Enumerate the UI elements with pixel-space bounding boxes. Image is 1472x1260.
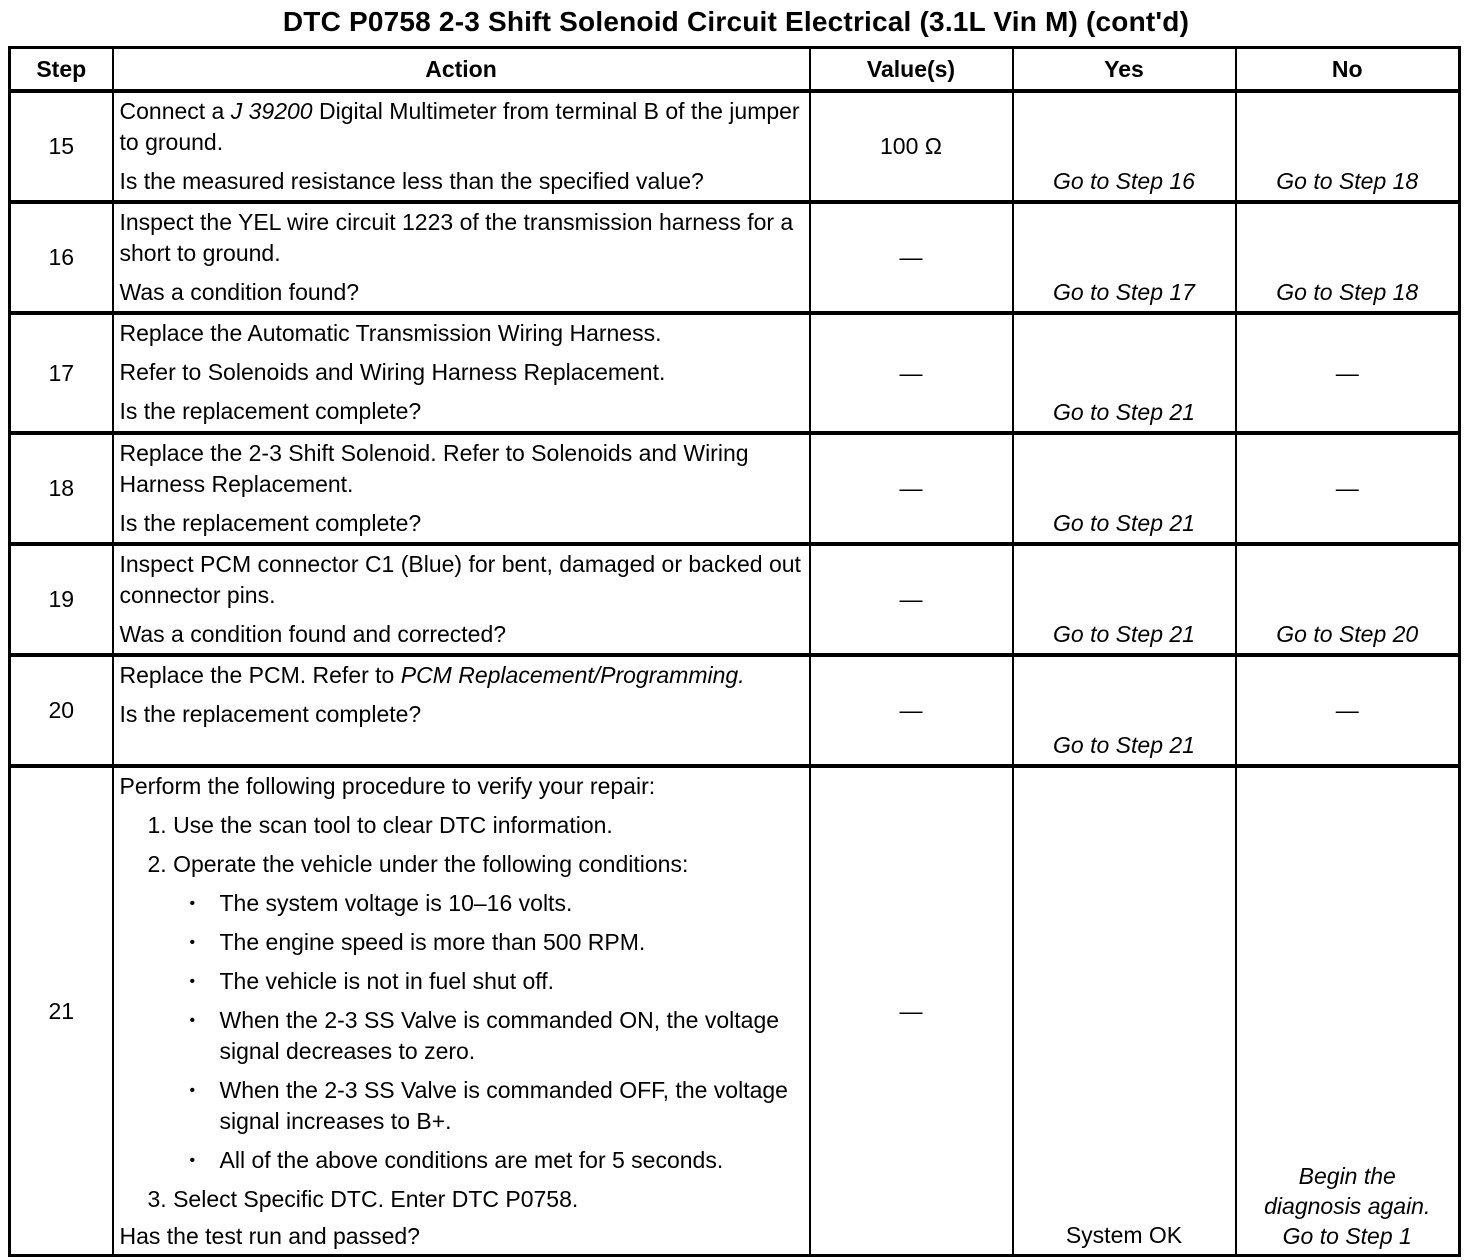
no-text: Go to Step 1 xyxy=(1282,1223,1412,1249)
action-cell xyxy=(113,202,810,313)
value-cell: — xyxy=(810,655,1013,766)
no-cell: Go to Step 18 xyxy=(1236,202,1460,313)
tool-reference: J 39200 xyxy=(230,98,313,124)
header-values: Value(s) xyxy=(810,48,1013,92)
yes-cell: Go to Step 21 xyxy=(1013,433,1236,544)
table-row xyxy=(10,544,1460,655)
procedure-reference: PCM Replacement/Programming. xyxy=(400,662,745,688)
procedure-item: 3. Select Specific DTC. Enter DTC P0758. xyxy=(147,1186,579,1212)
diagnostic-table xyxy=(8,46,1461,1257)
yes-cell: Go to Step 21 xyxy=(1013,655,1236,766)
table-row xyxy=(10,655,1460,766)
no-cell: — xyxy=(1236,655,1460,766)
yes-cell: System OK xyxy=(1013,766,1236,1256)
yes-cell: Go to Step 21 xyxy=(1013,544,1236,655)
action-question: Was a condition found and corrected? xyxy=(119,621,507,647)
step-number: 19 xyxy=(10,544,113,655)
action-question: Is the replacement complete? xyxy=(119,510,422,536)
value-cell: — xyxy=(810,766,1013,1256)
header-action: Action xyxy=(113,48,810,92)
condition-text: • The vehicle is not in fuel shut off. xyxy=(219,968,555,994)
procedure-item: 2. Operate the vehicle under the following conditions: xyxy=(147,851,689,877)
header-no: No xyxy=(1236,48,1460,92)
no-cell: — xyxy=(1236,313,1460,433)
action-cell xyxy=(113,91,810,202)
action-text-part: Digital Multimeter from terminal B of the jumper to ground. xyxy=(119,98,800,155)
header-yes: Yes xyxy=(1013,48,1236,92)
action-text xyxy=(120,96,803,158)
condition-bullet xyxy=(120,1005,803,1067)
action-cell xyxy=(113,313,810,433)
table-row xyxy=(10,202,1460,313)
action-question: Is the replacement complete? xyxy=(119,701,422,727)
table-row xyxy=(10,91,1460,202)
yes-cell: Go to Step 16 xyxy=(1013,91,1236,202)
page-title: DTC P0758 2-3 Shift Solenoid Circuit Electrical (3.1L Vin M) (cont'd) xyxy=(282,6,1190,37)
value-cell: — xyxy=(810,313,1013,433)
action-text: Inspect PCM connector C1 (Blue) for bent, damaged or backed out connector pins. xyxy=(119,551,801,608)
value-cell: — xyxy=(810,544,1013,655)
action-intro: Perform the following procedure to verify your repair: xyxy=(119,773,656,799)
header-step: Step xyxy=(10,48,113,92)
table-row xyxy=(10,766,1460,1256)
action-cell xyxy=(113,766,810,1256)
condition-bullet xyxy=(120,1145,803,1176)
action-text xyxy=(120,660,803,691)
step-number: 15 xyxy=(10,91,113,202)
header-row xyxy=(10,48,1460,92)
yes-cell: Go to Step 21 xyxy=(1013,313,1236,433)
condition-text: • All of the above conditions are met for 5 seconds. xyxy=(219,1147,724,1173)
step-number: 16 xyxy=(10,202,113,313)
action-question: Is the measured resistance less than the specified value? xyxy=(119,168,704,194)
condition-text: • When the 2-3 SS Valve is commanded ON, the voltage signal decreases to zero. xyxy=(219,1007,780,1064)
no-text: diagnosis again. xyxy=(1264,1193,1431,1219)
action-text: Replace the Automatic Transmission Wiring Harness. xyxy=(119,320,662,346)
condition-bullet xyxy=(120,1075,803,1137)
value-cell: 100 Ω xyxy=(810,91,1013,202)
step-number: 18 xyxy=(10,433,113,544)
value-cell: — xyxy=(810,433,1013,544)
table-row xyxy=(10,313,1460,433)
action-question: Was a condition found? xyxy=(119,279,360,305)
table-row xyxy=(10,433,1460,544)
condition-bullet xyxy=(120,927,803,958)
action-question: Has the test run and passed? xyxy=(119,1223,420,1249)
no-cell: — xyxy=(1236,433,1460,544)
action-question: Is the replacement complete? xyxy=(119,398,422,424)
action-text: Replace the 2-3 Shift Solenoid. Refer to Solenoids and Wiring Harness Replacement. xyxy=(119,440,749,497)
action-cell xyxy=(113,544,810,655)
action-text-part: Connect a xyxy=(119,98,231,124)
procedure-item: 1. Use the scan tool to clear DTC information. xyxy=(147,812,613,838)
step-number: 21 xyxy=(10,766,113,1256)
condition-bullet xyxy=(120,966,803,997)
no-cell xyxy=(1236,766,1460,1256)
action-text: Inspect the YEL wire circuit 1223 of the transmission harness for a short to ground. xyxy=(119,209,794,266)
action-text: Refer to Solenoids and Wiring Harness Replacement. xyxy=(119,359,666,385)
action-cell xyxy=(113,655,810,766)
value-cell: — xyxy=(810,202,1013,313)
condition-bullet xyxy=(120,888,803,919)
yes-cell: Go to Step 17 xyxy=(1013,202,1236,313)
condition-text: • The system voltage is 10–16 volts. xyxy=(219,890,573,916)
step-number: 17 xyxy=(10,313,113,433)
action-cell xyxy=(113,433,810,544)
condition-text: • When the 2-3 SS Valve is commanded OFF, the voltage signal increases to B+. xyxy=(219,1077,788,1134)
no-text: Begin the xyxy=(1298,1163,1396,1189)
step-number: 20 xyxy=(10,655,113,766)
no-cell: Go to Step 20 xyxy=(1236,544,1460,655)
action-text-part: Replace the PCM. Refer to xyxy=(119,662,401,688)
condition-text: • The engine speed is more than 500 RPM. xyxy=(219,929,646,955)
no-cell: Go to Step 18 xyxy=(1236,91,1460,202)
